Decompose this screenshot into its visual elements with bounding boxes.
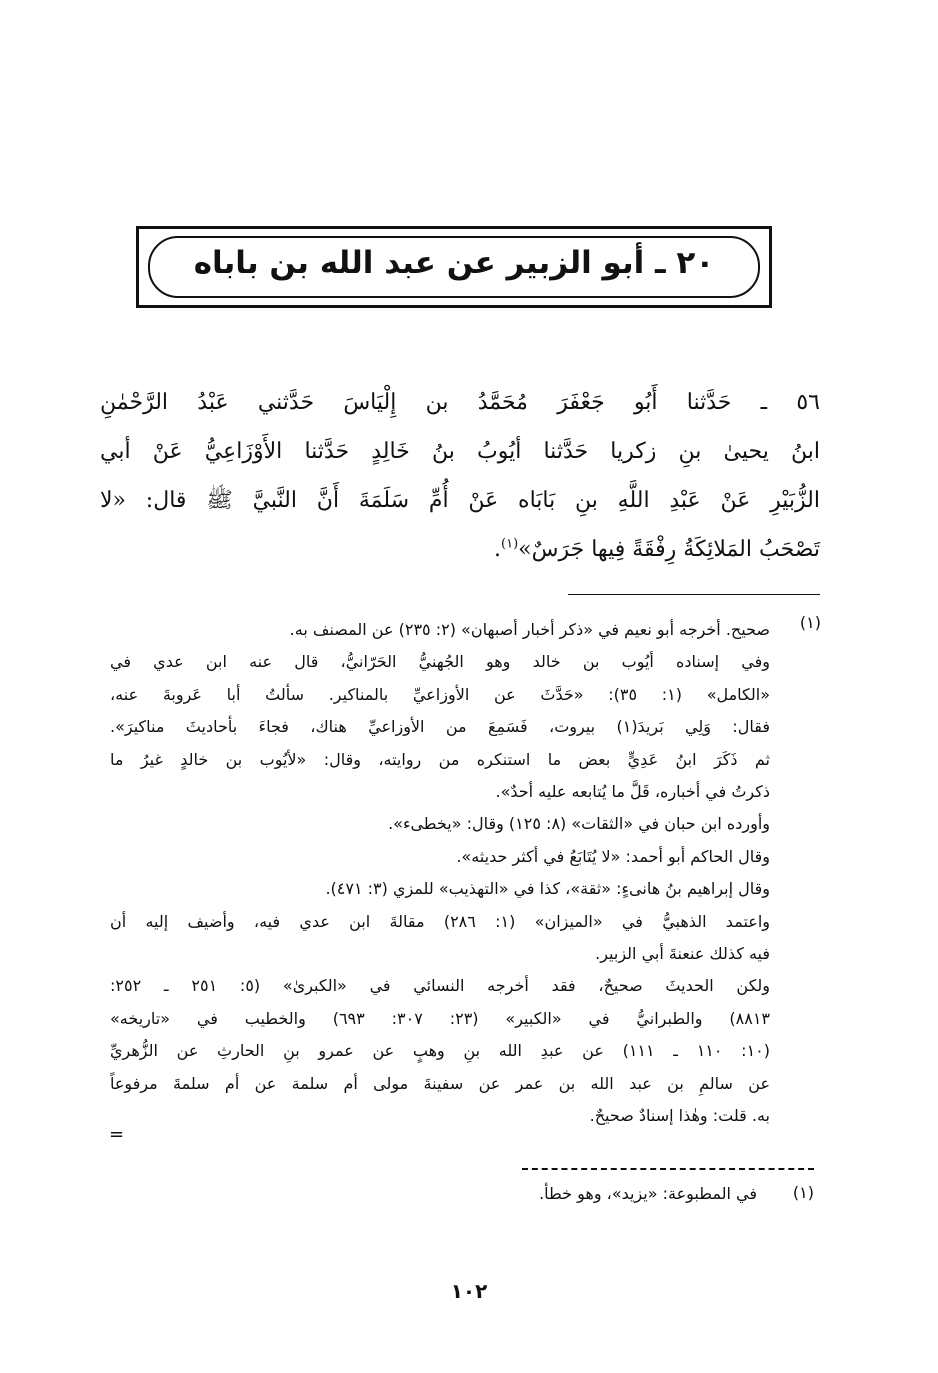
footnote-line: به. قلت: وهٰذا إسنادٌ صحيحٌ. xyxy=(589,1106,770,1126)
footnote-number: (١) xyxy=(799,613,821,632)
subnote-number: (١) xyxy=(792,1183,814,1202)
hadith-text xyxy=(100,378,820,574)
subnote-separator xyxy=(522,1168,814,1170)
chapter-heading-frame xyxy=(136,226,772,308)
footnote-line: وقال إبراهيم بنُ هانىءٍ: «ثقة»، كذا في «التهذيب» للمزي (٣: ٤٧١). xyxy=(325,879,770,899)
hadith-line: الزُّبَيْرِ عَنْ عَبْدِ اللَّهِ بنِ بَابَاه عَنْ أُمِّ سَلَمَةَ أَنَّ النَّبيَّ ﷺ قال: «لا xyxy=(100,488,820,513)
footnote-line: ولكن الحديثَ صحيحٌ، فقد أخرجه النسائي في «الكبرىٰ» (٥: ٢٥١ ـ ٢٥٢: xyxy=(110,976,771,996)
hadith-line: تَصْحَبُ المَلائِكَةُ رِفْقَةً فِيها جَرَسٌ» xyxy=(518,537,820,562)
footnote-continuation-mark: = xyxy=(109,1124,125,1145)
footnote-line: صحيح. أخرجه أبو نعيم في «ذكر أخبار أصبهان» (٢: ٢٣٥) عن المصنف به. xyxy=(289,620,770,639)
footnote-line: فقال: وَلِي بَريدَ(١) بيروت، فَسَمِعَ من الأوزاعيِّ هناك، فجاءَ بأحاديثَ مناكيرَ». xyxy=(110,717,770,737)
footnote-line: «الكامل» (١: ٣٥): «حَدَّثَ عن الأوزاعيِّ بالمناكير. سألتُ أبا عَروبةَ عنه، xyxy=(110,684,770,704)
footnote-separator xyxy=(568,594,820,595)
footnote-line: وفي إسناده أيُوب بن خالد وهو الجُهنيُّ الحَرّانيُّ، قال عنه ابن عدي في xyxy=(110,652,770,672)
footnote-line: ثم ذَكَرَ ابنُ عَدِيٍّ بعض ما استنكره من روايته، وقال: «لأيُوب بن خالدٍ غيرُ ما xyxy=(110,749,770,769)
footnote-line: وأورده ابن حبان في «الثقات» (٨: ١٢٥) وقال: «يخطىء». xyxy=(388,814,770,834)
footnote-line: ذكرتُ في أخباره، قَلَّ ما يُتابعه عليه أحدٌ». xyxy=(495,782,770,802)
hadith-end-mark: . xyxy=(494,537,502,562)
footnote-line: وقال الحاكم أبو أحمد: «لا يُتَابَعُ في أكثر حديثه». xyxy=(456,846,770,866)
footnote-marker: (١) xyxy=(501,536,519,552)
chapter-title: ٢٠ ـ أبو الزبير عن عبد الله بن باباه xyxy=(193,245,715,281)
footnote-text xyxy=(110,614,770,1133)
subnote-text: في المطبوعة: «يزيد»، وهو خطأ. xyxy=(539,1184,757,1203)
footnote-line: (١٠: ١١٠ ـ ١١١) عن عبدِ الله بنِ وهبٍ عن عمرو بنِ الحارثِ عن الزُّهريِّ xyxy=(110,1041,771,1061)
hadith-line: ابنُ يحيىٰ بنِ زكريا حَدَّثنا أيُوبُ بنُ خَالِدٍ حَدَّثنا الأَوْزَاعِيُّ عَنْ أبي xyxy=(100,439,820,464)
page-number: ١٠٢ xyxy=(450,1279,488,1303)
footnote-line: واعتمد الذهبيُّ في «الميزان» (١: ٢٨٦) مقالةَ ابن عدي فيه، وأضيف إليه أن xyxy=(110,911,771,931)
hadith-line-last xyxy=(100,525,820,574)
footnote-line: ٨٨١٣) والطبرانيُّ في «الكبير» (٢٣: ٣٠٧: ٦٩٣) والخطيب في «تاريخه» xyxy=(110,1008,771,1028)
hadith-line: ٥٦ ـ حَدَّثنا أَبُو جَعْفَرَ مُحَمَّدُ بن إِلْيَاسَ حَدَّثني عَبْدُ الرَّحْمٰنِ xyxy=(100,390,820,415)
footnote-line: عن سالمِ بن عبد الله بن عمر عن سفينةَ مولى أم سلمة عن أم سلمةَ مرفوعاً xyxy=(110,1073,770,1093)
footnote-line: فيه كذلك عنعنةَ أبي الزبير. xyxy=(595,944,770,964)
